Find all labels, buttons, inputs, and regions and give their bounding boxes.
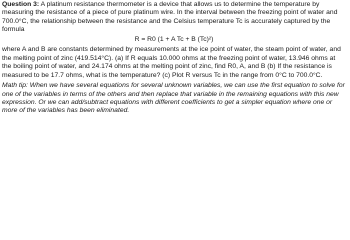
question-paragraph [2,1,346,35]
question-intro: A platinum resistance thermometer is a device that allows us to determine the temperature by measuring the resistance of a piece of pure platinum wire. In the interval between the freezing point of water and 700.0°C, the relationship between the resistance and the Celsius temperature Tc is accurately captured by the formula [2,1,338,34]
question-label: Question 3: [2,1,40,8]
resistance-formula: R = R0 (1 + A Tc + B (Tc)²) [134,35,214,43]
math-tip: Math tip: When we have several equations for several unknown variables, we can use the first equation to solve for one of the variables in terms of the others and then replace that variable in the remaining equations with this new expression. Or we can add/subtract equations with different coefficients to get a simpler equation where one or more of the variables has been eliminated. [2,82,345,115]
question-body: where A and B are constants determined by measurements at the ice point of water, the steam point of water, and the melting point of zinc (419.514°C). (a) If R equals 10.000 ohms at the freezing point of water, 13.946 ohms at the boiling point of water, and 24.174 ohms at the melting point of zinc, find R0, A, and B (b) If the resistance is measured to be 17.7 ohms, what is the temperature? (c) Plot R versus Tc in the range from 0°C to 700.0°C. [2,46,341,79]
